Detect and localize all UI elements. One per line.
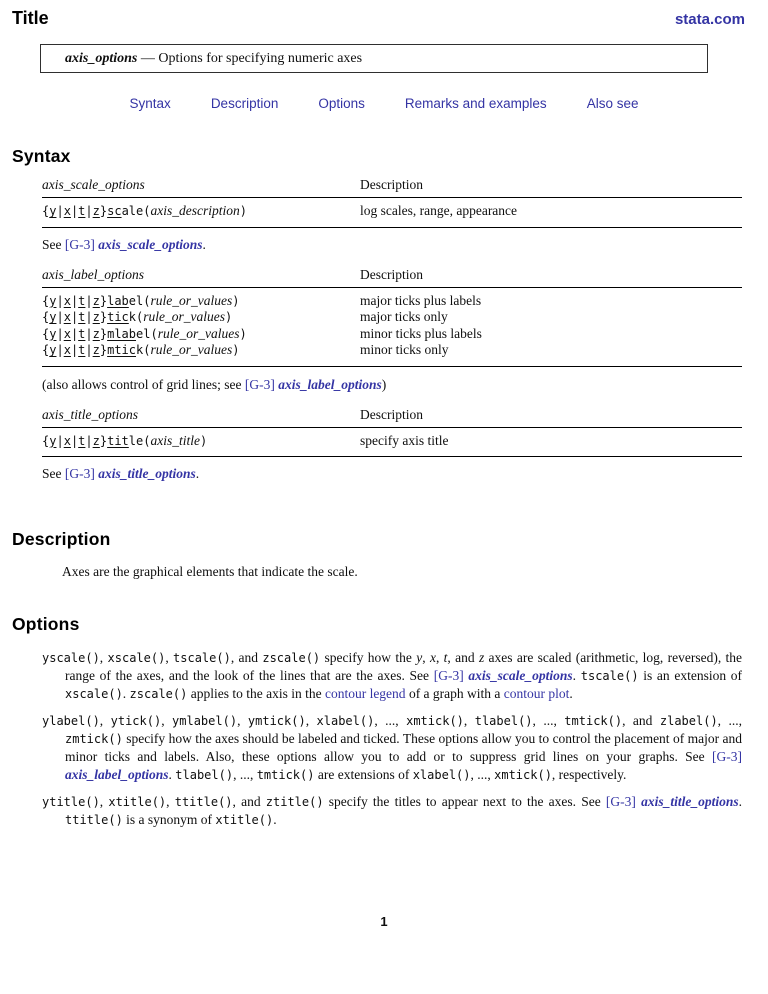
text-segment: xmtick() <box>406 714 464 728</box>
text-segment: t <box>78 433 86 448</box>
table-rule <box>42 456 742 457</box>
text-segment: { <box>42 310 50 324</box>
text-segment: | <box>70 310 79 324</box>
page-number: 1 <box>380 914 388 929</box>
text-segment: ) <box>232 343 240 357</box>
text-segment: , ..., <box>717 713 742 728</box>
text-segment: , <box>165 650 174 665</box>
nav-link-remarks[interactable]: Remarks and examples <box>404 96 547 111</box>
text-segment: z <box>92 293 100 308</box>
inline-link[interactable]: contour plot <box>503 686 570 701</box>
text-segment: . <box>195 466 200 481</box>
syntax-desc-cell: specify axis title <box>360 432 449 448</box>
text-segment: ) <box>239 204 247 218</box>
text-segment: ) <box>381 376 387 392</box>
text-segment: tscale() <box>580 669 639 683</box>
text-segment: | <box>56 433 64 448</box>
text-segment: . <box>738 794 742 809</box>
text-segment: | <box>70 326 79 341</box>
text-segment: tlabel() <box>175 768 234 782</box>
text-segment: , ..., <box>233 767 257 782</box>
text-segment: t <box>78 310 86 324</box>
stata-com-link[interactable]: stata.com <box>674 11 745 28</box>
syntax-code-cell <box>42 433 360 450</box>
text-segment: . <box>122 686 130 701</box>
grid-lines-note <box>42 377 768 393</box>
inline-link[interactable]: axis_title_options <box>98 466 196 481</box>
text-segment: . <box>168 767 176 782</box>
text-segment: z <box>92 343 100 357</box>
text-segment: ztitle() <box>265 795 324 809</box>
entry-title-box <box>40 44 708 73</box>
table-rule <box>42 227 742 228</box>
section-heading-syntax: Syntax <box>12 146 71 166</box>
section-heading-options: Options <box>12 614 80 634</box>
text-segment: y <box>49 326 57 341</box>
text-segment: , and <box>230 650 263 665</box>
text-segment: , <box>99 794 109 809</box>
text-segment: axis_title <box>150 432 200 448</box>
text-segment: , ..., <box>470 767 495 782</box>
text-segment: xtitle() <box>108 795 167 809</box>
text-segment: | <box>70 343 79 357</box>
table-row <box>42 342 742 359</box>
table-row <box>42 433 742 450</box>
inline-link[interactable]: [G-3] <box>433 668 464 683</box>
text-segment: lab <box>107 293 129 308</box>
text-segment: specify how the <box>320 650 417 665</box>
text-segment: ymtick() <box>247 714 306 728</box>
section-heading-description: Description <box>12 529 111 549</box>
text-segment: | <box>85 433 93 448</box>
text-segment: ) <box>199 433 208 448</box>
text-segment: , <box>305 713 317 728</box>
text-segment: is a synonym of <box>122 812 216 827</box>
table-col-header-right: Description <box>360 266 423 282</box>
text-segment: tit <box>107 433 129 448</box>
text-segment: x <box>63 433 71 448</box>
text-segment: axis_options <box>65 50 138 66</box>
syntax-desc-cell: log scales, range, appearance <box>360 203 518 218</box>
text-segment: , and <box>447 650 479 665</box>
text-segment: is an extension of <box>638 668 743 683</box>
text-segment: , <box>99 713 111 728</box>
nav-link-description[interactable]: Description <box>210 96 279 111</box>
text-segment: z <box>478 650 485 665</box>
text-segment: t <box>78 293 86 308</box>
text-segment: , <box>161 713 173 728</box>
text-segment: } <box>99 310 108 324</box>
text-segment: rule_or_values <box>143 309 225 324</box>
text-segment: rule_or_values <box>157 325 240 341</box>
text-segment: | <box>85 293 93 308</box>
text-segment: { <box>42 293 50 308</box>
inline-link[interactable]: axis_label_options <box>65 767 169 782</box>
text-segment: y <box>49 343 57 357</box>
text-segment: applies to the axis in the <box>187 686 325 701</box>
table-body <box>42 428 742 457</box>
text-segment: are extensions of <box>314 767 413 782</box>
text-segment: y <box>49 310 57 324</box>
text-segment: sc <box>107 204 122 218</box>
text-segment: } <box>99 204 108 218</box>
text-segment: { <box>42 343 50 357</box>
text-segment: ale( <box>121 204 151 218</box>
text-segment: t <box>78 343 86 357</box>
options-paragraph-scale <box>42 649 742 703</box>
text-segment: y <box>416 650 423 665</box>
text-segment: zscale() <box>129 687 188 701</box>
syntax-table-title <box>42 407 742 458</box>
text-segment: tic <box>107 310 129 324</box>
text-segment: | <box>85 310 93 324</box>
text-segment: x <box>429 650 436 665</box>
syntax-desc-cell: major ticks only <box>360 309 448 324</box>
text-segment: mlab <box>107 326 137 341</box>
text-segment: y <box>49 433 57 448</box>
text-segment: k( <box>136 343 151 357</box>
nav-link-also-see[interactable]: Also see <box>586 96 639 111</box>
text-segment: ytick() <box>110 714 162 728</box>
inline-link[interactable]: axis_title_options <box>641 794 739 809</box>
table-col-header-right: Description <box>360 406 423 422</box>
syntax-code-cell <box>42 203 360 220</box>
text-segment: axes are scaled (arithmetic, log, reversed), the range of the axes, and the look of the lines that are the axes. See <box>65 650 743 683</box>
syntax-desc-cell: minor ticks only <box>360 342 449 357</box>
text-segment: | <box>56 293 64 308</box>
table-header-row <box>42 267 742 287</box>
text-segment: t <box>443 650 448 665</box>
text-segment: zlabel() <box>659 714 718 728</box>
table-col-header-left: axis_title_options <box>42 406 138 422</box>
table-col-header-left: axis_label_options <box>42 266 144 282</box>
text-segment: xlabel() <box>412 768 471 782</box>
text-segment: . <box>569 686 573 701</box>
inline-link[interactable]: [G-3] <box>244 376 275 392</box>
document-type-label: Title <box>12 8 49 28</box>
text-segment: x <box>63 310 71 324</box>
text-segment: xscale() <box>107 651 166 665</box>
text-segment: See <box>42 466 65 481</box>
text-segment: (also allows control of grid lines; see <box>42 376 245 392</box>
text-segment: z <box>92 433 100 448</box>
text-segment: , and <box>232 794 266 809</box>
inline-link[interactable]: [G-3] <box>64 466 95 481</box>
options-paragraph-title <box>42 793 742 829</box>
text-segment: le( <box>128 433 151 448</box>
text-segment: | <box>56 343 64 357</box>
text-segment: el( <box>136 326 158 341</box>
text-segment: , <box>166 794 175 809</box>
syntax-code-cell <box>42 293 360 310</box>
text-segment: See <box>42 236 65 252</box>
text-segment: of a graph with a <box>405 686 504 701</box>
page-header <box>0 0 768 29</box>
text-segment: tmtick() <box>564 714 623 728</box>
text-segment: x <box>63 326 71 341</box>
text-segment: specify how the axes should be labeled and ticked. These options allow you to control the placement of major and minor ticks and labels. Also, these options allow you to add or to suppress grid lines on your graphs. See <box>65 731 742 764</box>
text-segment: z <box>92 326 100 341</box>
text-segment: } <box>99 293 108 308</box>
entry-title <box>65 51 362 67</box>
nav-link-syntax[interactable]: Syntax <box>129 96 171 111</box>
text-segment: , <box>99 650 108 665</box>
syntax-table-label <box>42 267 742 367</box>
table-row <box>42 293 742 310</box>
table-col-header-right: Description <box>360 177 423 192</box>
inline-link[interactable]: contour legend <box>324 686 406 701</box>
table-header-row <box>42 177 742 197</box>
text-segment: | <box>85 326 93 341</box>
text-segment: el( <box>128 293 151 308</box>
nav-link-options[interactable]: Options <box>318 96 365 111</box>
text-segment: axis_description <box>150 203 240 218</box>
text-segment: | <box>85 204 93 218</box>
text-segment: ylabel() <box>42 714 100 728</box>
text-segment: z <box>92 310 100 324</box>
text-segment: rule_or_values <box>150 342 233 357</box>
syntax-code-cell <box>42 342 360 359</box>
text-segment: ttitle() <box>174 795 233 809</box>
text-segment: ) <box>239 326 247 341</box>
text-segment: , <box>435 650 444 665</box>
table-rule <box>42 366 742 367</box>
text-segment: ymlabel() <box>172 714 238 728</box>
text-segment: , <box>237 713 248 728</box>
options-paragraph-label <box>42 712 742 784</box>
text-segment: | <box>70 293 79 308</box>
text-segment: t <box>78 326 86 341</box>
text-segment: ttitle() <box>65 813 123 827</box>
syntax-code-cell <box>42 309 360 326</box>
inline-link[interactable]: [G-3] <box>712 749 742 764</box>
text-segment: xmtick() <box>494 768 552 782</box>
inline-link[interactable]: axis_scale_options <box>468 668 573 683</box>
description-text: Axes are the graphical elements that indicate the scale. <box>62 564 358 579</box>
syntax-desc-cell: major ticks plus labels <box>360 292 482 308</box>
text-segment: } <box>99 433 108 448</box>
syntax-desc-cell: minor ticks plus labels <box>360 325 482 341</box>
inline-link[interactable]: axis_label_options <box>278 376 382 392</box>
text-segment: xscale() <box>65 687 123 701</box>
text-segment: | <box>70 433 79 448</box>
text-segment: { <box>42 433 50 448</box>
table-row <box>42 203 742 220</box>
text-segment: , respectively. <box>551 767 627 782</box>
text-segment: } <box>99 343 108 357</box>
text-segment: . <box>572 668 581 683</box>
table-footnote <box>42 466 768 482</box>
text-segment: x <box>63 293 71 308</box>
table-header-row <box>42 407 742 427</box>
text-segment: ) <box>232 293 240 308</box>
text-segment: | <box>56 310 64 324</box>
text-segment: x <box>63 343 71 357</box>
syntax-code-cell <box>42 326 360 343</box>
text-segment: mtic <box>107 343 137 357</box>
text-segment: . <box>273 812 277 827</box>
text-segment: zscale() <box>262 651 321 665</box>
text-segment: , and <box>622 713 660 728</box>
table-footnote <box>42 237 768 253</box>
table-row <box>42 326 742 343</box>
text-segment: zmtick() <box>65 732 123 746</box>
text-segment: x <box>63 204 71 218</box>
text-segment: — Options for specifying numeric axes <box>137 50 363 66</box>
text-segment: | <box>56 204 64 218</box>
text-segment: k( <box>128 310 144 324</box>
text-segment: y <box>49 293 57 308</box>
table-body <box>42 198 742 227</box>
text-segment: t <box>78 204 86 218</box>
text-segment: tscale() <box>173 651 231 665</box>
text-segment: | <box>70 204 79 218</box>
text-segment: , ..., <box>532 713 565 728</box>
text-segment: | <box>85 343 93 357</box>
text-segment: y <box>49 204 57 218</box>
text-segment: , <box>463 713 475 728</box>
inline-link[interactable]: [G-3] <box>605 794 636 809</box>
text-segment: tmtick() <box>256 768 315 782</box>
text-segment: { <box>42 204 50 218</box>
text-segment: ytitle() <box>42 795 100 809</box>
text-segment: rule_or_values <box>150 292 233 308</box>
text-segment: { <box>42 326 50 341</box>
table-col-header-left: axis_scale_options <box>42 177 145 192</box>
text-segment: . <box>202 236 206 252</box>
text-segment: xlabel() <box>316 714 375 728</box>
inline-link[interactable]: [G-3] <box>64 236 95 252</box>
jump-links <box>0 96 768 111</box>
text-segment: specify the titles to appear next to the axes. See <box>323 794 606 809</box>
text-segment: tlabel() <box>474 714 533 728</box>
text-segment: , <box>422 650 430 665</box>
table-body <box>42 288 742 366</box>
inline-link[interactable]: axis_scale_options <box>98 236 203 252</box>
text-segment: | <box>56 326 64 341</box>
text-segment: ) <box>225 310 233 324</box>
text-segment: } <box>99 326 108 341</box>
text-segment: z <box>92 204 100 218</box>
text-segment: yscale() <box>42 651 100 665</box>
text-segment: xtitle() <box>215 813 274 827</box>
syntax-table-scale <box>42 177 742 228</box>
table-row <box>42 309 742 326</box>
text-segment: , ..., <box>374 713 407 728</box>
